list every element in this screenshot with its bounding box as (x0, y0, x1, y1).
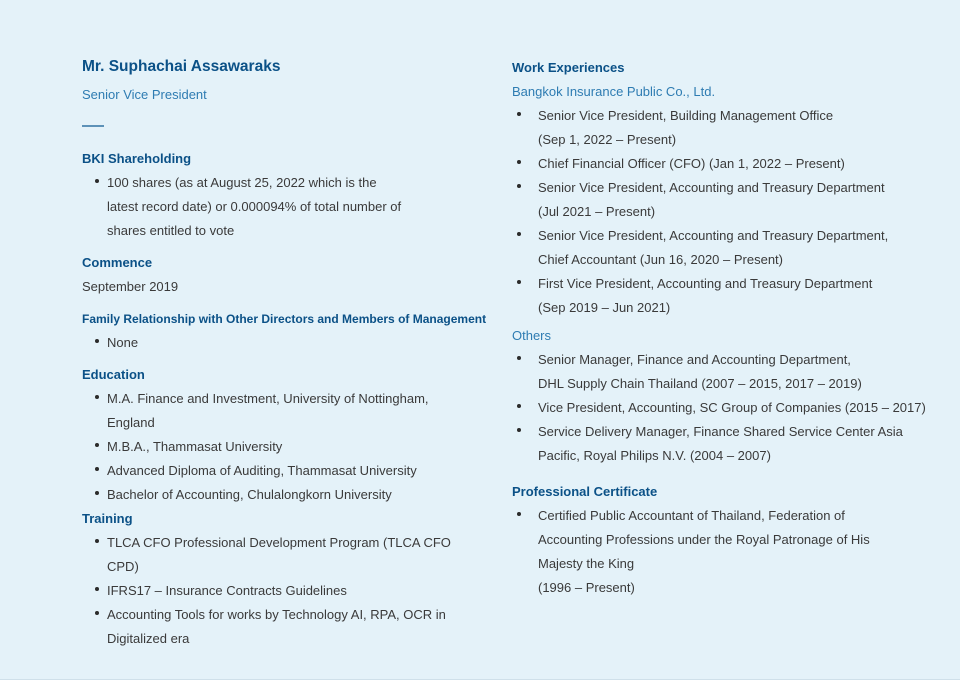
text-line: shares entitled to vote (107, 223, 235, 238)
section-bki-shareholding (82, 147, 518, 243)
text-line: 100 shares (as at August 25, 2022 which is the (107, 175, 377, 190)
text-line: First Vice President, Accounting and Treasury Department (538, 276, 873, 291)
commence-value: September 2019 (82, 279, 179, 294)
text-line: (Sep 1, 2022 – Present) (538, 132, 677, 147)
text-line: Chief Accountant (Jun 16, 2020 – Present) (538, 252, 783, 267)
list-item (82, 331, 518, 355)
subsection-heading: Bangkok Insurance Public Co., Ltd. (512, 84, 716, 99)
list-item (512, 176, 960, 224)
text-line: Service Delivery Manager, Finance Shared Service Center Asia (538, 424, 903, 439)
text-line: Digitalized era (107, 631, 190, 646)
shareholding-list (82, 171, 518, 243)
section-training (82, 507, 518, 651)
section-professional-certificate (512, 480, 960, 600)
profile-header (82, 57, 518, 127)
bullet-marker (517, 356, 521, 360)
section-family-relationship (82, 307, 518, 355)
text-line: IFRS17 – Insurance Contracts Guidelines (107, 583, 347, 598)
text-line: England (107, 415, 155, 430)
bullet-marker (517, 404, 521, 408)
bullet-marker (95, 491, 99, 495)
bullet-marker (95, 339, 99, 343)
bullet-marker (95, 611, 99, 615)
section-heading: BKI Shareholding (82, 151, 192, 166)
list-item (512, 420, 960, 468)
text-line: (Sep 2019 – Jun 2021) (538, 300, 671, 315)
list-item (512, 104, 960, 152)
text-line: Senior Vice President, Accounting and Treasury Department, (538, 228, 889, 243)
text-line: Vice President, Accounting, SC Group of Companies (2015 – 2017) (538, 400, 926, 415)
text-line: Chief Financial Officer (CFO) (Jan 1, 2022 – Present) (538, 156, 845, 171)
text-line: TLCA CFO Professional Development Program (TLCA CFO (107, 535, 451, 550)
list-item (82, 579, 518, 603)
bullet-marker (517, 184, 521, 188)
bki-experience-list (512, 104, 960, 320)
list-item (512, 396, 960, 420)
bullet-marker (517, 112, 521, 116)
right-column (512, 56, 960, 600)
bullet-marker (95, 395, 99, 399)
section-heading: Family Relationship with Other Directors and Members of Management (82, 312, 487, 326)
list-item (512, 224, 960, 272)
subsection-others (512, 324, 960, 468)
text-line: (Jul 2021 – Present) (538, 204, 656, 219)
certificate-list (512, 504, 960, 600)
text-line: Senior Vice President, Accounting and Treasury Department (538, 180, 885, 195)
text-line: Advanced Diploma of Auditing, Thammasat University (107, 463, 417, 478)
text-line: M.B.A., Thammasat University (107, 439, 283, 454)
text-line: Certified Public Accountant of Thailand, Federation of (538, 508, 845, 523)
bullet-marker (95, 539, 99, 543)
bullet-marker (95, 467, 99, 471)
text-line: Accounting Tools for works by Technology AI, RPA, OCR in (107, 607, 446, 622)
person-name: Mr. Suphachai Assawaraks (82, 58, 281, 75)
bullet-marker (517, 428, 521, 432)
section-education (82, 363, 518, 507)
text-line: (1996 – Present) (538, 580, 635, 595)
list-item (82, 435, 518, 459)
list-item (512, 504, 960, 600)
text-line: M.A. Finance and Investment, University of Nottingham, (107, 391, 429, 406)
text-line: Pacific, Royal Philips N.V. (2004 – 2007) (538, 448, 771, 463)
list-item (82, 387, 518, 435)
bullet-marker (517, 160, 521, 164)
bullet-marker (95, 443, 99, 447)
text-line: Senior Manager, Finance and Accounting Department, (538, 352, 851, 367)
text-line: None (107, 335, 139, 350)
list-item (512, 152, 960, 176)
text-line: DHL Supply Chain Thailand (2007 – 2015, 2017 – 2019) (538, 376, 862, 391)
bullet-marker (517, 280, 521, 284)
section-work-experiences (512, 56, 960, 468)
divider-line (82, 125, 104, 127)
section-heading: Education (82, 367, 145, 382)
section-heading: Work Experiences (512, 60, 625, 75)
section-heading: Training (82, 511, 133, 526)
others-experience-list (512, 348, 960, 468)
bullet-marker (517, 232, 521, 236)
section-heading: Professional Certificate (512, 484, 658, 499)
text-line: Majesty the King (538, 556, 635, 571)
list-item (512, 348, 960, 396)
section-heading: Commence (82, 255, 153, 270)
education-list (82, 387, 518, 507)
text-line: CPD) (107, 559, 139, 574)
left-column (82, 57, 518, 651)
list-item (82, 603, 518, 651)
bullet-marker (517, 512, 521, 516)
bullet-marker (95, 179, 99, 183)
list-item (82, 459, 518, 483)
list-item (82, 171, 518, 243)
person-title: Senior Vice President (82, 87, 207, 102)
list-item (512, 272, 960, 320)
subsection-heading: Others (512, 328, 552, 343)
bullet-marker (95, 587, 99, 591)
list-item (82, 531, 518, 579)
text-line: Bachelor of Accounting, Chulalongkorn University (107, 487, 392, 502)
text-line: latest record date) or 0.000094% of total number of (107, 199, 402, 214)
text-line: Senior Vice President, Building Management Office (538, 108, 834, 123)
text-line: Accounting Professions under the Royal Patronage of His (538, 532, 870, 547)
training-list (82, 531, 518, 651)
family-list (82, 331, 518, 355)
subsection-bangkok-insurance (512, 80, 960, 320)
list-item (82, 483, 518, 507)
section-commence (82, 251, 518, 299)
